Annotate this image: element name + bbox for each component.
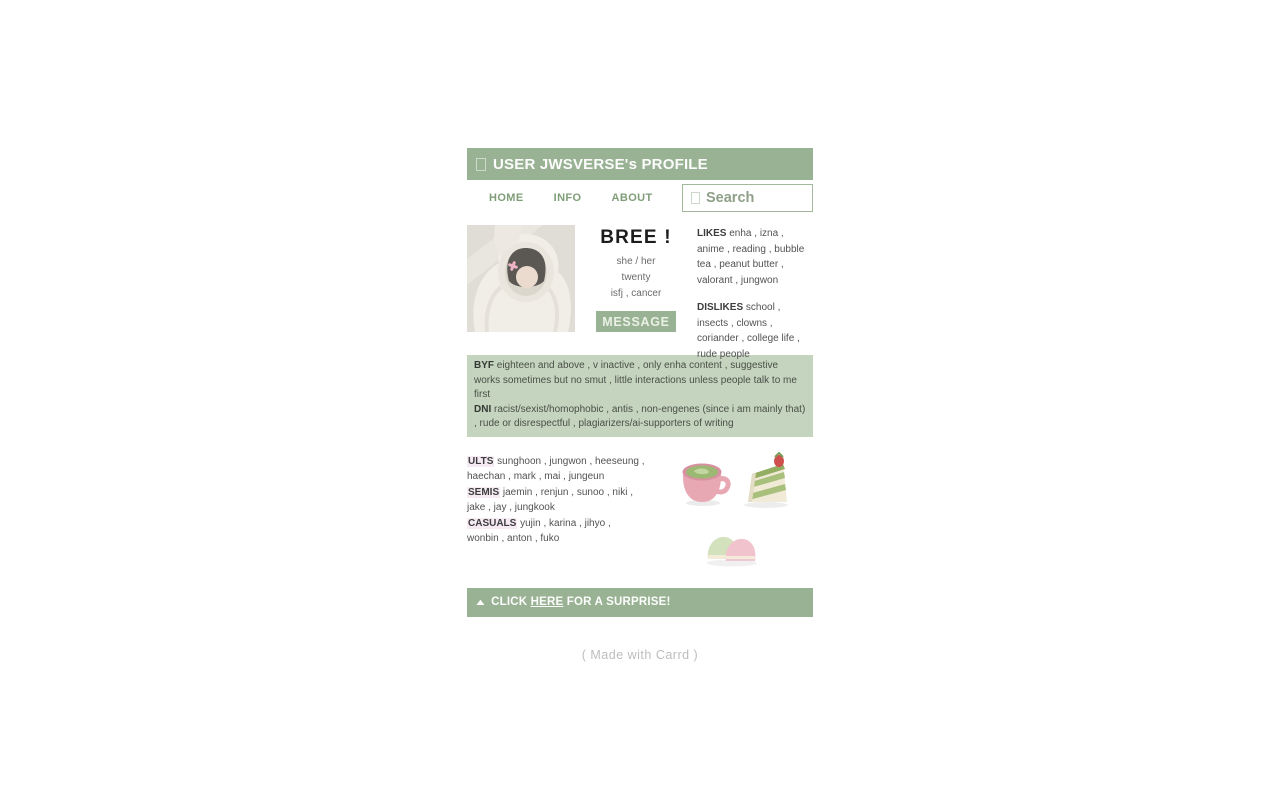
triangle-icon: ▲ bbox=[473, 597, 488, 607]
profile-section bbox=[467, 225, 813, 360]
byf-text bbox=[474, 359, 806, 403]
missing-glyph-icon bbox=[691, 192, 700, 204]
ults-text bbox=[467, 454, 645, 485]
page-title: USER JWSVERSE's PROFILE bbox=[493, 155, 708, 173]
profile-pronouns: she / her bbox=[616, 256, 656, 267]
byf-dni-box bbox=[467, 355, 813, 437]
likes-list: enha , izna , anime , reading , bubble tea , peanut butter , valorant , jungwon bbox=[697, 228, 805, 286]
dni-list: racist/sexist/homophobic , antis , non-engenes (since i am mainly that) , rude or disrespectful , plagiarizers/ai-supporters of writing bbox=[474, 403, 806, 429]
page-column bbox=[467, 148, 813, 662]
casuals-list: yujin , karina , jihyo , wonbin , anton , fuko bbox=[467, 517, 611, 544]
dni-label: DNI bbox=[474, 403, 492, 415]
profile-age: twenty bbox=[621, 272, 651, 283]
ults-list: sunghoon , jungwon , heeseung , haechan , mark , mai , jungeun bbox=[467, 455, 645, 482]
byf-label: BYF bbox=[474, 360, 494, 371]
nav-item-home[interactable]: HOME bbox=[489, 192, 524, 204]
surprise-banner bbox=[467, 588, 813, 617]
dni-text bbox=[474, 403, 806, 432]
dislikes-text bbox=[697, 300, 813, 362]
nav-item-info[interactable]: INFO bbox=[553, 192, 582, 204]
semis-label: SEMIS bbox=[468, 486, 500, 498]
carrd-credit: ( Made with Carrd ) bbox=[581, 647, 699, 662]
profile-photo bbox=[467, 225, 575, 332]
footer-text bbox=[491, 596, 670, 608]
nav-item-about[interactable]: ABOUT bbox=[611, 192, 653, 204]
byf-list: eighteen and above , v inactive , only enha content , suggestive works sometimes but no smut , little interactions unless people talk to me first bbox=[474, 360, 797, 400]
casuals-label: CASUALS bbox=[468, 517, 517, 529]
nav-row bbox=[467, 184, 813, 212]
ults-label: ULTS bbox=[468, 455, 494, 467]
biases-column bbox=[467, 450, 645, 575]
casuals-text bbox=[467, 516, 645, 547]
search-box[interactable] bbox=[682, 184, 813, 212]
missing-glyph-icon bbox=[476, 158, 486, 171]
message-button[interactable]: MESSAGE bbox=[596, 311, 676, 332]
profile-card bbox=[575, 225, 697, 332]
mochi-image bbox=[704, 529, 759, 567]
likes-text bbox=[697, 226, 813, 288]
biases-section bbox=[467, 450, 813, 575]
profile-traits: isfj , cancer bbox=[610, 288, 662, 299]
food-images bbox=[645, 450, 813, 575]
semis-text bbox=[467, 485, 645, 516]
dislikes-label: DISLIKES bbox=[697, 302, 744, 313]
footer-click-text: CLICK bbox=[491, 596, 531, 608]
profile-header bbox=[467, 148, 813, 180]
profile-name: BREE ! bbox=[600, 227, 672, 248]
interests-column bbox=[697, 225, 813, 360]
matcha-latte-image bbox=[678, 459, 732, 506]
main-nav bbox=[467, 192, 682, 204]
likes-label: LIKES bbox=[697, 228, 727, 239]
dislikes-list: school , insects , clowns , coriander , college life , rude people bbox=[697, 302, 800, 360]
semis-list: jaemin , renjun , sunoo , niki , jake , jay , jungkook bbox=[467, 486, 633, 513]
footer-rest-text: FOR A SURPRISE! bbox=[563, 596, 671, 608]
matcha-cake-image bbox=[739, 452, 792, 508]
surprise-link[interactable]: HERE bbox=[530, 596, 564, 608]
hoodie-person-image bbox=[467, 225, 575, 332]
search-input[interactable] bbox=[706, 190, 804, 206]
